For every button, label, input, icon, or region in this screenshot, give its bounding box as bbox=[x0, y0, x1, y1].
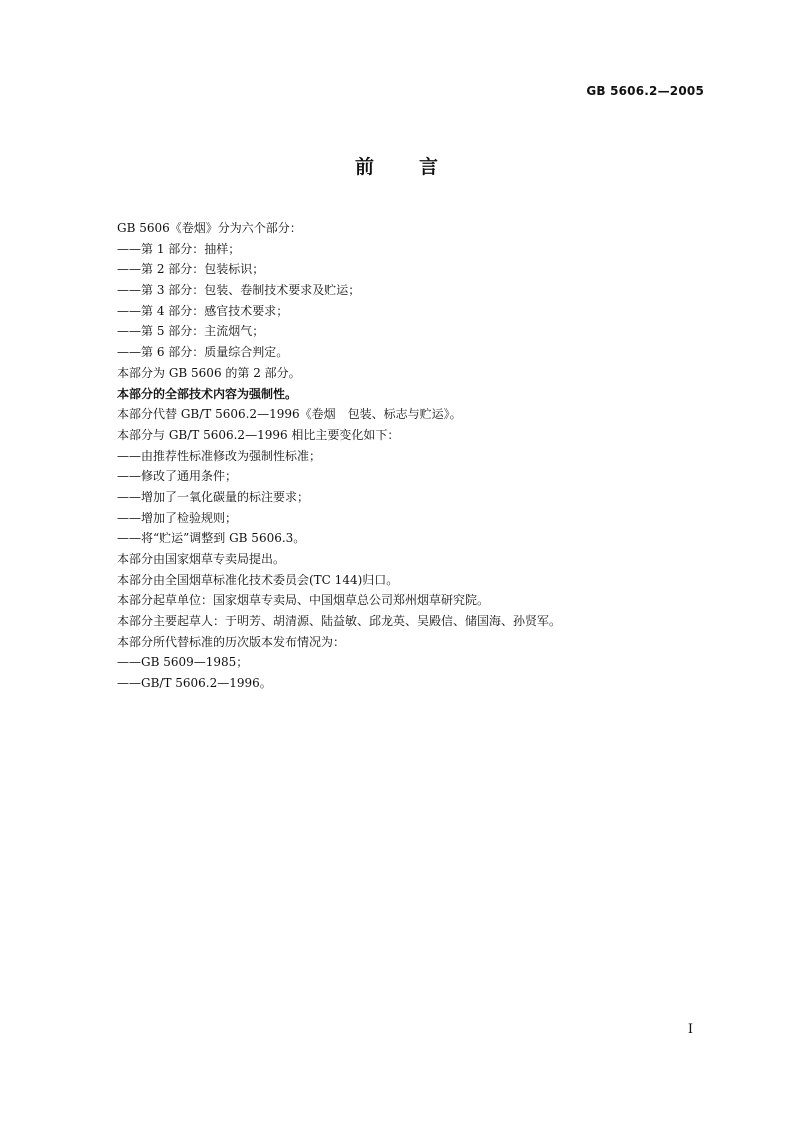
version-item: ——GB/T 5606.2—1996。 bbox=[117, 676, 272, 691]
foreword-body bbox=[117, 218, 717, 694]
list-item-part-5: ——第 5 部分：主流烟气； bbox=[117, 324, 265, 339]
change-item: ——由推荐性标准修改为强制性标准； bbox=[117, 448, 322, 463]
under-jurisdiction: 本部分由全国烟草标准化技术委员会(TC 144)归口。 bbox=[117, 572, 399, 587]
list-item-part-6: ——第 6 部分：质量综合判定。 bbox=[117, 345, 289, 360]
standard-number: GB 5606.2—2005 bbox=[586, 84, 704, 98]
list-item-part-4: ——第 4 部分：感官技术要求； bbox=[117, 303, 289, 318]
version-item: ——GB 5609—1985； bbox=[117, 655, 249, 670]
main-drafters: 本部分主要起草人：于明芳、胡清源、陆益敏、邱龙英、吴殿信、储国海、孙贤军。 bbox=[117, 614, 562, 629]
list-item-part-2: ——第 2 部分：包装标识； bbox=[117, 262, 265, 277]
list-item-part-1: ——第 1 部分：抽样； bbox=[117, 241, 241, 256]
drafting-units: 本部分起草单位：国家烟草专卖局、中国烟草总公司郑州烟草研究院。 bbox=[117, 593, 490, 608]
list-item-part-3: ——第 3 部分：包装、卷制技术要求及贮运； bbox=[117, 283, 361, 298]
page-title bbox=[0, 152, 794, 179]
version-history-intro: 本部分所代替标准的历次版本发布情况为： bbox=[117, 634, 346, 649]
change-item: ——增加了检验规则； bbox=[117, 510, 238, 525]
part-statement: 本部分为 GB 5606 的第 2 部分。 bbox=[117, 365, 301, 380]
intro-line: GB 5606《卷烟》分为六个部分： bbox=[117, 221, 302, 235]
title-part-1: 前 bbox=[354, 156, 375, 178]
change-item: ——修改了通用条件； bbox=[117, 469, 238, 484]
change-item: ——增加了一氧化碳量的标注要求； bbox=[117, 489, 310, 504]
replaces-statement: 本部分代替 GB/T 5606.2—1996《卷烟 包装、标志与贮运》。 bbox=[117, 407, 462, 422]
changes-intro: 本部分与 GB/T 5606.2—1996 相比主要变化如下： bbox=[117, 427, 400, 442]
change-item: ——将“贮运”调整到 GB 5606.3。 bbox=[117, 531, 306, 546]
mandatory-statement: 本部分的全部技术内容为强制性。 bbox=[117, 386, 298, 401]
proposed-by: 本部分由国家烟草专卖局提出。 bbox=[117, 552, 286, 566]
page-number: I bbox=[687, 1022, 693, 1037]
title-part-2: 言 bbox=[419, 156, 440, 178]
